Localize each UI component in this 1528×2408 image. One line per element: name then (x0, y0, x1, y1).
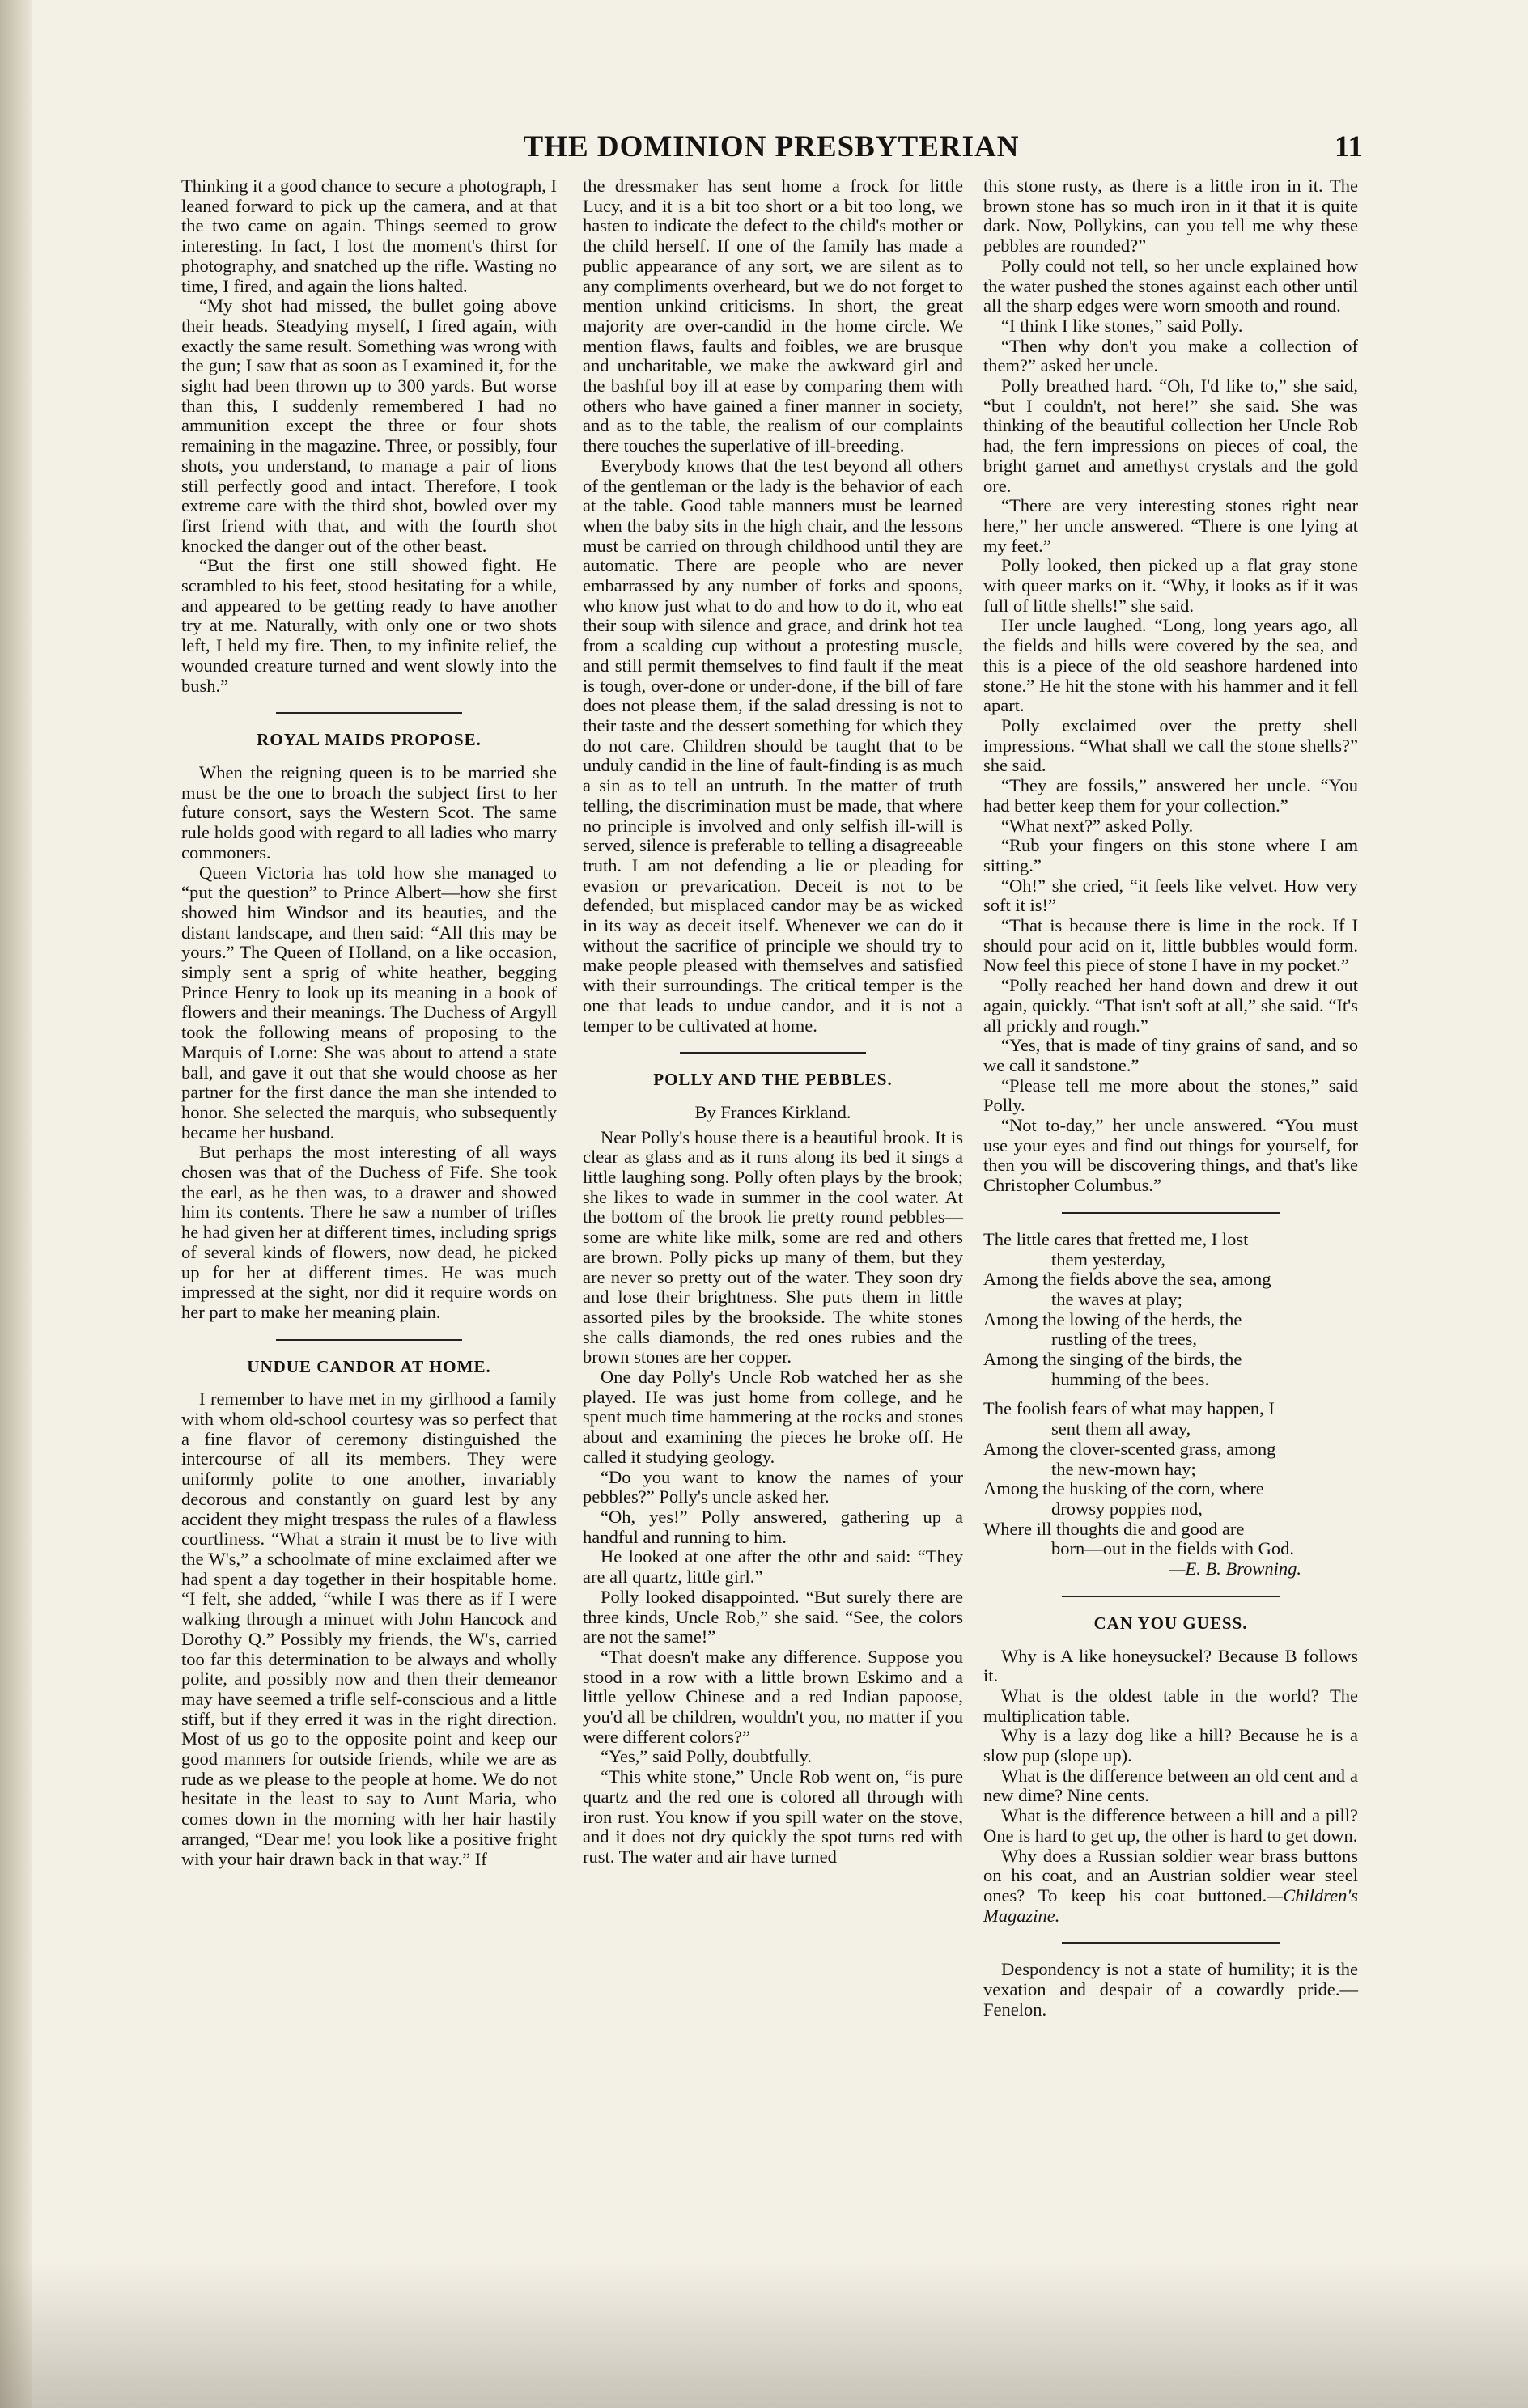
page-bottom-shadow (0, 2262, 1528, 2408)
paragraph: “That doesn't make any difference. Suppose you stood in a row with a little brown Eskimo and a little yellow Chinese and a red Indian papoose, you'd all be children, wouldn't you, no matter if you were different colors?” (583, 1646, 963, 1747)
paragraph: But perhaps the most interesting of all ways chosen was that of the Duchess of Fife. She took the earl, as he then was, to a drawer and showed him its contents. There he saw a number of trifles he had given her at different times, including sprigs of several kinds of flowers, now dead, he picked up for her at different times. He was much impressed at the sight, nor did it require words on her part to make her meaning plain. (181, 1142, 557, 1322)
poem-line: the waves at play; (1051, 1288, 1182, 1309)
paragraph: Polly breathed hard. “Oh, I'd like to,” she said, “but I couldn't, not here!” she said. She was thinking of the beautiful collection her Uncle Rob had, the fern impressions on pieces of coal, the bright garnet and amethyst crystals and the gold ore. (983, 375, 1358, 496)
paragraph: Polly exclaimed over the pretty shell impressions. “What shall we call the stone shells?” she said. (983, 714, 1358, 776)
paragraph: this stone rusty, as there is a little iron in it. The brown stone has so much iron in it that it is quite dark. Now, Pollykins, can you tell me why these pebbles are rounded?” (983, 176, 1358, 256)
paragraph: “This white stone,” Uncle Rob went on, “is pure quartz and the red one is colored all through with iron rust. You know if you spill water on the stove, and it does not dry quickly the spot turns red with rust. The water and air have turned (583, 1766, 963, 1867)
column-1 (181, 176, 557, 1869)
paragraph: “There are very interesting stones right near here,” her uncle answered. “There is one lying at my feet.” (983, 495, 1358, 556)
paragraph: “Yes,” said Polly, doubtfully. (601, 1746, 813, 1767)
paragraph: “Do you want to know the names of your pebbles?” Polly's uncle asked her. (583, 1466, 963, 1507)
masthead: THE DOMINION PRESBYTERIAN (523, 130, 1020, 163)
paragraph: “Then why don't you make a collection of them?” asked her uncle. (983, 335, 1358, 376)
poem-line: The foolish fears of what may happen, I (983, 1398, 1275, 1419)
paragraph: Polly looked disappointed. “But surely there are three kinds, Uncle Rob,” she said. “See, the colors are not the same!” (583, 1586, 963, 1647)
page-edge-shadow (0, 0, 32, 2408)
paragraph: “That is because there is lime in the rock. If I should pour acid on it, little bubbles would form. Now feel this piece of stone I have in my pocket.” (983, 915, 1358, 976)
poem-stanza (983, 1399, 1358, 1579)
paragraph: “Polly reached her hand down and drew it out again, quickly. “That isn't soft at all,” she said. “It's all prickly and rough.” (983, 975, 1358, 1036)
paragraph: One day Polly's Uncle Rob watched her as she played. He was just home from college, and he spent much time hammering at the rocks and stones about and examining the pieces he broke off. He called it studying geology. (583, 1367, 963, 1467)
paragraph: “Oh!” she cried, “it feels like velvet. How very soft it is!” (983, 875, 1358, 916)
paragraph: “What next?” asked Polly. (1001, 815, 1194, 836)
paragraph: Polly looked, then picked up a flat gray stone with queer marks on it. “Why, it looks as if it was full of little shells!” she said. (983, 555, 1358, 616)
column-2 (583, 176, 963, 1867)
paragraph: Everybody knows that the test beyond all others of the gentleman or the lady is the behavior of each at the table. Good table manners must be learned when the baby sits in the high chair, and the lessons must be carried on through childhood until they are automatic. There are people who are never embarrassed by any number of forks and spoons, who know just what to do and how to do it, who eat their soup with silence and grace, and drink hot tea from a scalding cup without a protesting muscle, and still permit themselves to find fault if the meat is tough, over-done or under-done, if the bill of fare does not please them, if the salad dressing is not to their taste and the dessert something for which they do not care. Children should be taught that to be unduly candid in the line of fault-finding is as much a sin as to tell an untruth. In the matter of truth telling, the discrimination must be made, that where no principle is involved and only selfish ill-will is served, silence is preferable to telling a disagreeable truth. I am not defending a lie or pleading for evasion or prevarication. Deceit is not to be defended, but misplaced candor may be as wicked in its way as deceit itself. Whenever we can do it without the sacrifice of principle we should try to make people pleased with themselves and satisfied with their surroundings. The critical temper is the one that leads to undue candor, and it is not a temper to be cultivated at home. (583, 455, 963, 1036)
divider (1062, 1596, 1280, 1597)
quote: Despondency is not a state of humility; it is the vexation and despair of a cowardly pride.—Fenelon. (983, 1959, 1358, 2020)
article-title-can-you-guess: CAN YOU GUESS. (1093, 1613, 1248, 1633)
poem-line: rustling of the trees, (1051, 1329, 1197, 1350)
poem-line: them yesterday, (1051, 1249, 1165, 1270)
paragraph: Queen Victoria has told how she managed to “put the question” to Prince Albert—how she first showed him Windsor and its beauties, and the distant landscape, and then said: “All this may be yours.” The Queen of Holland, on a like occasion, simply sent a sprig of white heather, begging Prince Henry to look up its meaning in a book of flowers and their meanings. The Duchess of Argyll took the following means of proposing to the Marquis of Lorne: She was about to attend a state ball, and gave it out that she would choose as her partner for the first dance the man she intended to honor. She selected the marquis, who subsequently became her husband. (181, 862, 557, 1143)
paragraph: the dressmaker has sent home a frock for little Lucy, and it is a bit too short or a bit too long, we hasten to indicate the defect to the child's mother or the child herself. If one of the family has made a public appearance of any sort, we are silent as to any compliments overheard, but we do not forget to mention unkind criticisms. In short, the great majority are over-candid in the home circle. We mention flaws, faults and foibles, we are brusque and uncharitable, we make the awkward girl and the bashful boy ill at ease by comparing them with others who have gained a finer manner in society, and as to the table, the realism of our complaints there touches the superlative of ill-breeding. (583, 176, 963, 456)
paragraph: “My shot had missed, the bullet going above their heads. Steadying myself, I fired again, with exactly the same result. Something was wrong with the gun; I saw that as soon as I examined it, for the sight had been thrown up to 300 yards. But worse than this, I suddenly remembered I had no ammunition except the three or four shots remaining in the magazine. Three, or possibly, four shots, you understand, to manage a pair of lions still perfectly good and intact. Therefore, I took extreme care with the third shot, bowled over my first friend with that, and with the fourth shot knocked the danger out of the other beast. (181, 295, 557, 556)
poem-line: the new-mown hay; (1051, 1458, 1196, 1479)
poem-line: Among the husking of the corn, where (983, 1478, 1264, 1499)
poem-line: born—out in the fields with God. (1051, 1538, 1294, 1559)
paragraph: “Please tell me more about the stones,” said Polly. (983, 1075, 1358, 1116)
byline: By Frances Kirkland. (694, 1101, 851, 1122)
poem-line: sent them all away, (1051, 1418, 1191, 1439)
poem-credit: —E. B. Browning. (1169, 1558, 1301, 1579)
poem-stanza (983, 1230, 1358, 1390)
poem (983, 1230, 1358, 1579)
paragraph: When the reigning queen is to be married she must be the one to broach the subject first to her future consort, says the Western Scot. The same rule holds good with regard to all ladies who marry commoners. (181, 761, 557, 863)
paragraph: Near Polly's house there is a beautiful brook. It is clear as glass and as it runs along its bed it sings a little laughing song. Polly often plays by the brook; she likes to wade in summer in the cool water. At the bottom of the brook lie pretty round pebbles—some are white like milk, some are red and others are brown. Polly picks up many of them, but they are never so pretty out of the water. They soon dry and lose their brightness. She puts them in little assorted piles by the brookside. The white stones she calls diamonds, the red ones rubies and the brown stones are her copper. (583, 1126, 963, 1367)
poem-line: Among the clover-scented grass, among (983, 1438, 1276, 1459)
poem-line: Where ill thoughts die and good are (983, 1518, 1245, 1539)
divider (276, 1339, 462, 1341)
paragraph: “But the first one still showed fight. He scrambled to his feet, stood hesitating for a while, and appeared to be getting ready to have another try at me. Naturally, with only one or two shots left, I held my fire. Then, to my infinite relief, the wounded creature turned and went slowly into the bush.” (181, 555, 557, 696)
poem-line: humming of the bees. (1051, 1368, 1209, 1389)
column-3 (983, 176, 1358, 2020)
riddle: What is the oldest table in the world? The multiplication table. (983, 1685, 1358, 1726)
paragraph: Thinking it a good chance to secure a photograph, I leaned forward to pick up the camera, and at that the two came on again. Things seemed to grow interesting. In fact, I lost the moment's thirst for photography, and snatched up the rifle. Wasting no time, I fired, and again the lions halted. (181, 176, 557, 296)
paragraph: “Oh, yes!” Polly answered, gathering up a handful and running to him. (583, 1507, 963, 1547)
riddle: Why is A like honeysuckel? Because B follows it. (983, 1645, 1358, 1686)
paragraph: “Not to-day,” her uncle answered. “You must use your eyes and find out things for yourself, for then you will be discovering things, and that's like Christopher Columbus.” (983, 1115, 1358, 1196)
divider (680, 1052, 866, 1054)
article-title-royal-maids: ROYAL MAIDS PROPOSE. (257, 730, 482, 750)
paragraph: I remember to have met in my girlhood a family with whom old-school courtesy was so perfect that a fine flavor of ceremony distinguished the intercourse of all its members. They were uniformly polite to one another, invariably decorous and constantly on guard lest by any accident they might trespass the rules of a flawless courtliness. “What a strain it must be to live with the W's,” a schoolmate of mine exclaimed after we had spent a day together in their hospitable home. “I felt, she added, “while I was there as if I were walking through a minuet with John Hancock and Dorothy Q.” Possibly my friends, the W's, carried too far this determination to be always and wholly polite, and possibly now and then their demeanor may have seemed a trifle self-conscious and a little stiff, but if they erred it was in the right direction. Most of us go to the opposite point and keep our good manners for outside friends, while we are as rude as we please to the people at home. We do not hesitate in the least to say to Aunt Maria, who comes down in the morning with her hair hastily arranged, “Dear me! you look like a positive fright with your hair drawn back in that way.” If (181, 1388, 557, 1869)
riddle: Why is a lazy dog like a hill? Because he is a slow pup (slope up). (983, 1725, 1358, 1766)
paragraph: Polly could not tell, so her uncle explained how the water pushed the stones against each other until all the sharp edges were worn smooth and round. (983, 255, 1358, 316)
poem-line: The little cares that fretted me, I lost (983, 1228, 1249, 1249)
paragraph: “Yes, that is made of tiny grains of sand, and so we call it sandstone.” (983, 1035, 1358, 1075)
paragraph: “They are fossils,” answered her uncle. “You had better keep them for your collection.” (983, 775, 1358, 816)
page-header (180, 129, 1363, 167)
poem-line: Among the fields above the sea, among (983, 1269, 1271, 1290)
article-title-undue-candor: UNDUE CANDOR AT HOME. (247, 1356, 491, 1376)
divider (1062, 1942, 1280, 1944)
riddle: What is the difference between a hill and a pill? One is hard to get up, the other is hard to get down. (983, 1805, 1358, 1846)
divider (276, 712, 462, 714)
paragraph: “I think I like stones,” said Polly. (1001, 315, 1243, 336)
divider (1062, 1212, 1280, 1214)
page-number: 11 (1335, 130, 1363, 163)
riddle (983, 1846, 1358, 1927)
poem-line: Among the singing of the birds, the (983, 1349, 1242, 1370)
riddle: What is the difference between an old cent and a new dime? Nine cents. (983, 1765, 1358, 1806)
poem-line: drowsy poppies nod, (1051, 1499, 1203, 1519)
riddle-source: —Children's Magazine. (983, 1884, 1358, 1926)
riddle-text: Why does a Russian soldier wear brass buttons on his coat, and an Austrian soldier wear steel ones? To keep his coat buttoned. (983, 1845, 1358, 1906)
paragraph: Her uncle laughed. “Long, long years ago, all the fields and hills were covered by the sea, and this is a piece of the old seashore hardened into stone.” He hit the stone with his hammer and it fell apart. (983, 615, 1358, 716)
paragraph: “Rub your fingers on this stone where I am sitting.” (983, 835, 1358, 875)
poem-line: Among the lowing of the herds, the (983, 1308, 1242, 1329)
article-title-polly-pebbles: POLLY AND THE PEBBLES. (653, 1070, 893, 1090)
paragraph: He looked at one after the othr and said: “They are all quartz, little girl.” (583, 1546, 963, 1588)
